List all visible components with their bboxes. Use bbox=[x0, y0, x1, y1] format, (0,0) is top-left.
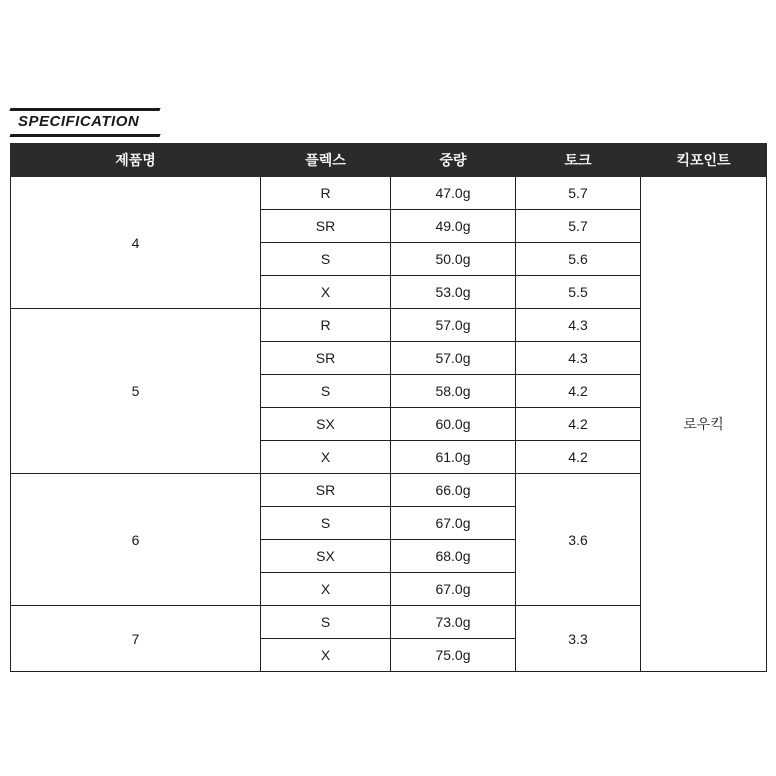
torque-cell: 5.7 bbox=[516, 177, 641, 210]
weight-cell: 50.0g bbox=[391, 243, 516, 276]
weight-cell: 58.0g bbox=[391, 375, 516, 408]
torque-cell: 4.2 bbox=[516, 441, 641, 474]
model-cell: 5 bbox=[11, 309, 261, 474]
weight-cell: 49.0g bbox=[391, 210, 516, 243]
kickpoint-cell: 로우킥 bbox=[641, 177, 767, 672]
torque-cell: 4.3 bbox=[516, 342, 641, 375]
weight-cell: 57.0g bbox=[391, 309, 516, 342]
weight-cell: 47.0g bbox=[391, 177, 516, 210]
weight-cell: 57.0g bbox=[391, 342, 516, 375]
column-header-flex: 플렉스 bbox=[261, 144, 391, 177]
table-header bbox=[11, 144, 767, 177]
flex-cell: SR bbox=[261, 474, 391, 507]
flex-cell: R bbox=[261, 177, 391, 210]
flex-cell: X bbox=[261, 639, 391, 672]
column-header-weight: 중량 bbox=[391, 144, 516, 177]
specification-heading bbox=[10, 108, 160, 136]
torque-cell: 5.5 bbox=[516, 276, 641, 309]
weight-cell: 67.0g bbox=[391, 507, 516, 540]
torque-cell: 3.3 bbox=[516, 606, 641, 672]
weight-cell: 53.0g bbox=[391, 276, 516, 309]
flex-cell: SR bbox=[261, 210, 391, 243]
torque-cell: 3.6 bbox=[516, 474, 641, 606]
flex-cell: S bbox=[261, 606, 391, 639]
flex-cell: S bbox=[261, 375, 391, 408]
torque-cell: 5.6 bbox=[516, 243, 641, 276]
column-header-kickpoint: 킥포인트 bbox=[641, 144, 767, 177]
model-cell: 6 bbox=[11, 474, 261, 606]
torque-cell: 5.7 bbox=[516, 210, 641, 243]
column-header-model: 제품명 bbox=[11, 144, 261, 177]
weight-cell: 66.0g bbox=[391, 474, 516, 507]
table-body bbox=[11, 177, 767, 672]
page-title: SPECIFICATION bbox=[18, 113, 140, 130]
torque-cell: 4.2 bbox=[516, 408, 641, 441]
specification-table bbox=[10, 143, 767, 672]
model-cell: 4 bbox=[11, 177, 261, 309]
weight-cell: 75.0g bbox=[391, 639, 516, 672]
flex-cell: S bbox=[261, 507, 391, 540]
weight-cell: 61.0g bbox=[391, 441, 516, 474]
flex-cell: SX bbox=[261, 540, 391, 573]
table-header-row bbox=[11, 144, 767, 177]
weight-cell: 60.0g bbox=[391, 408, 516, 441]
model-cell: 7 bbox=[11, 606, 261, 672]
torque-cell: 4.3 bbox=[516, 309, 641, 342]
flex-cell: X bbox=[261, 573, 391, 606]
flex-cell: R bbox=[261, 309, 391, 342]
flex-cell: X bbox=[261, 441, 391, 474]
flex-cell: SX bbox=[261, 408, 391, 441]
column-header-torque: 토크 bbox=[516, 144, 641, 177]
flex-cell: X bbox=[261, 276, 391, 309]
heading-rule-top bbox=[9, 108, 160, 111]
torque-cell: 4.2 bbox=[516, 375, 641, 408]
table-row bbox=[11, 177, 767, 210]
flex-cell: S bbox=[261, 243, 391, 276]
weight-cell: 67.0g bbox=[391, 573, 516, 606]
heading-rule-bottom bbox=[9, 134, 160, 137]
weight-cell: 73.0g bbox=[391, 606, 516, 639]
flex-cell: SR bbox=[261, 342, 391, 375]
weight-cell: 68.0g bbox=[391, 540, 516, 573]
